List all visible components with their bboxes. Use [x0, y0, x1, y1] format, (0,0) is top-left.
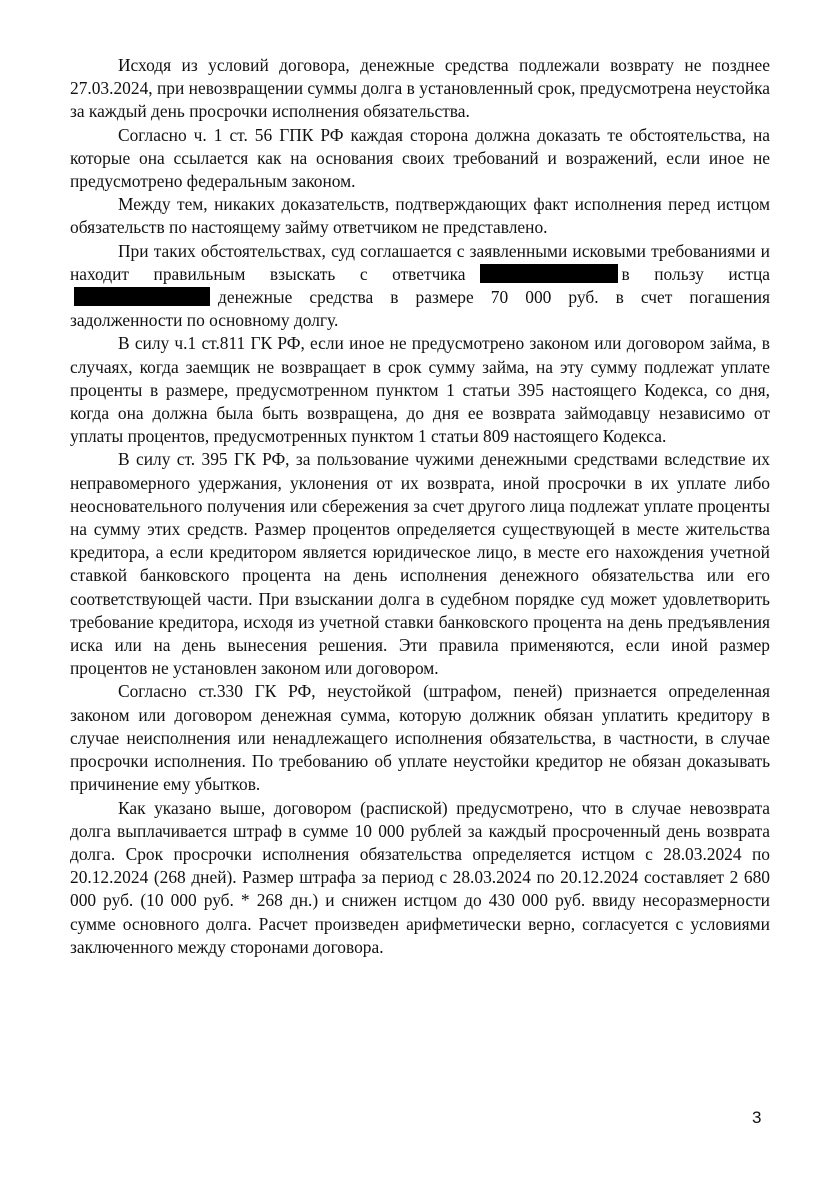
court-ruling-text-1: При таких обстоятельствах, суд соглашается с заявленными исковыми требованиями и находит правильным взыскать с ответчика	[70, 240, 770, 284]
redacted-defendant-name	[480, 264, 618, 283]
paragraph-article-330: Согласно ст.330 ГК РФ, неустойкой (штрафом, пеней) признается определенная законом или договором денежная сумма, которую должник обязан уплатить кредитору в случае неисполнения или ненадлежащего исполнения обязательства, в частности, в случае просрочки исполнения. По требованию об уплате неустойки кредитор не обязан доказывать причинение ему убытков.	[70, 681, 770, 795]
court-ruling-text-2: в пользу истца	[621, 263, 770, 284]
court-ruling-text-3: денежные средства в размере 70 000 руб. в счет погашения задолженности по основному долгу.	[70, 287, 770, 331]
document-page	[70, 54, 770, 959]
paragraph-burden-of-proof: Согласно ч. 1 ст. 56 ГПК РФ каждая сторона должна доказать те обстоятельства, на которые она ссылается как на основания своих требований и возражений, если иное не предусмотрено федеральным законом.	[70, 124, 770, 192]
paragraph-article-811: В силу ч.1 ст.811 ГК РФ, если иное не предусмотрено законом или договором займа, в случаях, когда заемщик не возвращает в срок сумму займа, на эту сумму подлежат уплате проценты в размере, предусмотренном пунктом 1 статьи 395 настоящего Кодекса, со дня, когда она должна была быть возвращена, до дня ее возврата займодавцу независимо от уплаты процентов, предусмотренных пунктом 1 статьи 809 настоящего Кодекса.	[70, 333, 770, 447]
paragraph-repayment-terms: Исходя из условий договора, денежные средства подлежали возврату не позднее 27.03.2024, при невозвращении суммы долга в установленный срок, предусмотрена неустойка за каждый день просрочки исполнения обязательства.	[70, 55, 770, 122]
paragraph-no-evidence: Между тем, никаких доказательств, подтверждающих факт исполнения перед истцом обязательств по настоящему займу ответчиком не представлено.	[70, 194, 770, 238]
redacted-plaintiff-name	[74, 287, 210, 306]
paragraph-article-395: В силу ст. 395 ГК РФ, за пользование чужими денежными средствами вследствие их неправомерного удержания, уклонения от их возврата, иной просрочки в их уплате либо неосновательного получения или сбережения за счет другого лица подлежат уплате проценты на сумму этих средств. Размер процентов определяется существующей в месте жительства кредитора, а если кредитором является юридическое лицо, в месте его нахождения учетной ставкой банковского процента на день исполнения денежного обязательства или его соответствующей части. При взыскании долга в судебном порядке суд может удовлетворить требование кредитора, исходя из учетной ставки банковского процента на день предъявления иска или на день вынесения решения. Эти правила применяются, если иной размер процентов не установлен законом или договором.	[70, 449, 770, 679]
paragraph-court-ruling	[70, 240, 770, 333]
page-number: 3	[752, 1108, 762, 1127]
paragraph-penalty-calculation: Как указано выше, договором (распиской) предусмотрено, что в случае невозврата долга выплачивается штраф в сумме 10 000 рублей за каждый просроченный день возврата долга. Срок просрочки исполнения обязательства определяется истцом с 28.03.2024 по 20.12.2024 (268 дней). Размер штрафа за период с 28.03.2024 по 20.12.2024 составляет 2 680 000 руб. (10 000 руб. * 268 дн.) и снижен истцом до 430 000 руб. ввиду несоразмерности сумме основного долга. Расчет произведен арифметически верно, согласуется с условиями заключенного между сторонами договора.	[70, 797, 770, 957]
